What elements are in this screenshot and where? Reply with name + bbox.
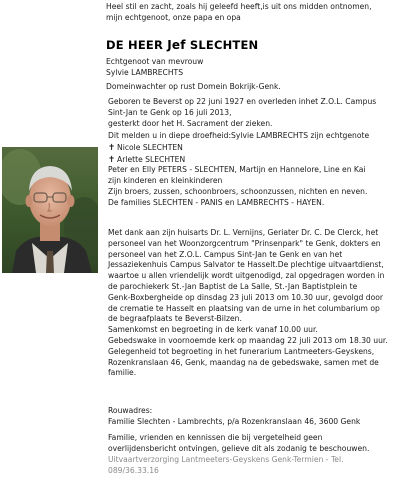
announce-intro: Dit melden u in diepe droefheid:Sylvie LAMBRECHTS zijn echtgenote	[108, 131, 370, 140]
cross-icon: ✝	[108, 141, 116, 152]
intro-text	[106, 2, 400, 24]
closing-note	[108, 433, 398, 455]
thanks-line: de begraafplaats te Beverst-Bilzen.	[108, 314, 242, 324]
funeral-service-footer	[108, 455, 398, 477]
heading-prefix: DE HEER	[106, 38, 163, 52]
birth-line: Geboren te Beverst op 22 juni 1927 en overleden inhet Z.O.L. Campus	[108, 97, 377, 106]
thanks-line: personeel van het Z.O.L. Campus Sint-Jan te Genk en van het	[108, 249, 343, 259]
deceased-name-heading	[106, 40, 258, 51]
thanks-line: Met dank aan zijn huisarts Dr. L. Vernijns, Geriater Dr. C. De Clerck, het	[108, 228, 379, 237]
thanks-line: familie.	[108, 368, 137, 378]
deceased-relative: ✝ Arlette SLECHTEN	[108, 153, 186, 164]
thanks-line: de parochiekerk St.-Jan Baptist de La Salle, St.-Jan Baptistplein te	[108, 281, 358, 291]
thanks-line: de crematie te Hasselt en plaatsing van de urne in het columbarium op	[108, 303, 380, 313]
thanks-line: Rozenkranslaan 46, Genk, maandag na de gebedswake, samen met de	[108, 357, 379, 367]
heading-last-name: SLECHTEN	[189, 38, 259, 52]
portrait-photo-icon	[2, 147, 98, 273]
intro-line: Heel stil en zacht, zoals hij geleefd heeft,is uit ons midden ontnomen,	[106, 2, 372, 11]
intro-line: mijn echtgenoot, onze papa en opa	[106, 12, 241, 22]
spouse-info	[106, 57, 203, 79]
family-line: Zijn broers, zussen, schoonbroers, schoonzussen, nichten en neven.	[108, 186, 368, 196]
spouse-name: Sylvie LAMBRECHTS	[106, 67, 184, 77]
thanks-line: Genk-Boxbergheide op dinsdag 23 juli 2013 om 10.30 uur, gevolgd door	[108, 292, 384, 302]
thanks-and-ceremony	[108, 228, 400, 379]
family-line: De families SLECHTEN - PANIS en LAMBRECHTS - HAYEN.	[108, 197, 325, 207]
closing-line: overlijdensbericht ontvingen, gelieve dit als zodanig te beschouwen.	[108, 443, 370, 453]
thanks-line: personeel van het Woonzorgcentrum "Prinsenpark" te Genk, dokters en	[108, 238, 381, 248]
birth-death-info	[108, 97, 398, 129]
mourning-address	[108, 406, 400, 428]
deceased-relative: ✝ Nicole SLECHTEN	[108, 141, 183, 152]
thanks-line: Samenkomst en begroeting in de kerk vanaf 10.00 uur.	[108, 325, 318, 335]
heading-first-name: Jef	[167, 38, 186, 52]
thanks-line: Gelegenheid tot begroeting in het funerarium Lantmeeters-Geyskens,	[108, 346, 375, 356]
spouse-line: Echtgenoot van mevrouw	[106, 57, 204, 66]
footer-phone: 089/36.33.16	[108, 465, 159, 475]
birth-line: Sint-Jan te Genk op 16 juli 2013,	[108, 107, 232, 117]
closing-line: Familie, vrienden en kennissen die bij vergetelheid geen	[108, 433, 323, 442]
cross-icon: ✝	[108, 153, 116, 164]
mourning-address-value: Familie Slechten - Lambrechts, p/a Rozenkranslaan 46, 3600 Genk	[108, 416, 361, 426]
family-announcement	[108, 131, 398, 209]
footer-line: Uitvaartverzorging Lantmeeters-Geyskens Genk-Termien - Tel.	[108, 455, 344, 464]
birth-line: gesterkt door het H. Sacrament der zieken.	[108, 118, 273, 128]
family-line: zijn kinderen en kleinkinderen	[108, 176, 223, 186]
thanks-line: waartoe u allen vriendelijk wordt uitgenodigd, zal opgedragen worden in	[108, 271, 385, 281]
thanks-line: Jessaziekenhuis Campus Salvator te Hasselt.De plechtige uitvaartdienst,	[108, 260, 384, 270]
family-line: Peter en Elly PETERS - SLECHTEN, Martijn en Hannelore, Line en Kai	[108, 165, 366, 175]
portrait-photo	[2, 147, 98, 273]
thanks-line: Gebedswake in voornoemde kerk op maandag 22 juli 2013 om 18.30 uur.	[108, 335, 388, 345]
occupation: Domeinwachter op rust Domein Bokrijk-Genk.	[106, 82, 281, 91]
mourning-address-label: Rouwadres:	[108, 406, 153, 415]
